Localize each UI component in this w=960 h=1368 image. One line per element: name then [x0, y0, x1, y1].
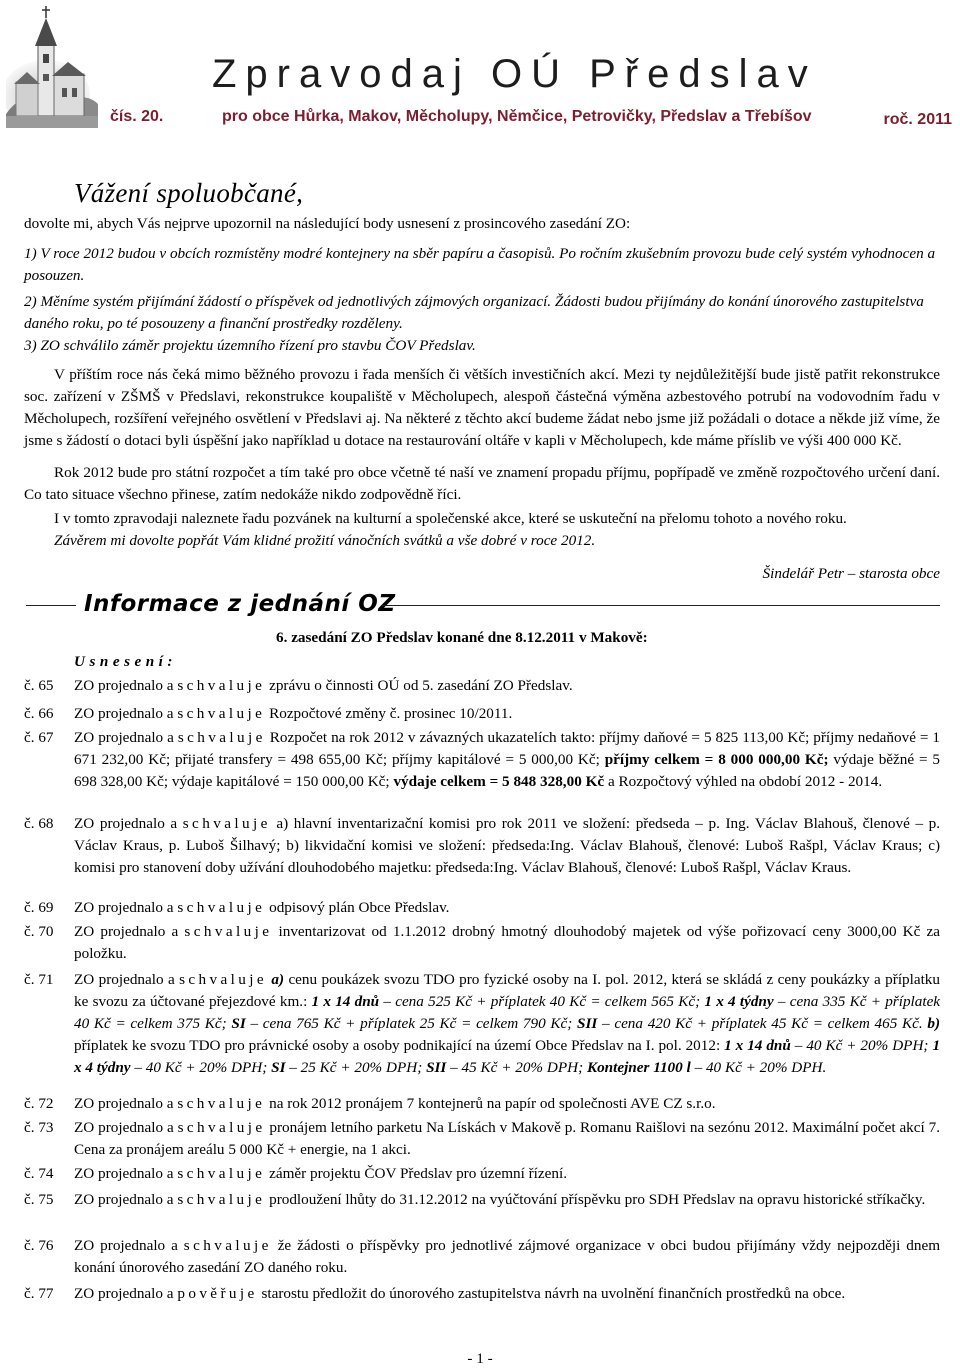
- issue-number: čís. 20.: [110, 108, 164, 125]
- resolution-verb: schvaluje: [177, 677, 266, 694]
- resolution-prefix: ZO projednalo a: [74, 677, 174, 694]
- resolution-text: pronájem letního parketu Na Lískách v Makově p. Romanu Raišlovi na sezónu 2012. Maximální počet akcí 7. Cena za pronájem areálu 5 000 Kč + energie, na 1 akci.: [74, 1119, 940, 1158]
- tdo-intro: cenu poukázek svozu TDO pro fyzické osoby na I. pol. 2012, která se skládá z ceny poukázky a příplatku ke svozu za účtované přejezdové km.:: [74, 971, 940, 1010]
- budget-outlook: a Rozpočtový výhled na období 2012 - 2014.: [607, 773, 883, 790]
- resolution-67: [24, 727, 940, 793]
- resolution-verb: schvaluje: [177, 1165, 266, 1182]
- resolution-prefix: ZO projednalo a: [74, 1119, 174, 1136]
- resolution-text: Rozpočtové změny č. prosinec 10/2011.: [269, 705, 513, 722]
- resolution-text: prodloužení lhůty do 31.12.2012 na vyúčtování příspěvku pro SDH Předslav na opravu historické stříkačky.: [269, 1191, 926, 1208]
- resolution-number: č. 68: [24, 815, 54, 832]
- closing-wishes: Závěrem mi dovolte popřát Vám klidné prožití vánočních svátků a vše dobré v roce 2012.: [54, 532, 596, 549]
- resolution-number: č. 73: [24, 1119, 54, 1136]
- villages-line: pro obce Hůrka, Makov, Měcholupy, Němčice, Petrovičky, Předslav a Třebíšov: [222, 108, 812, 125]
- resolution-prefix: ZO projednalo a: [74, 1237, 178, 1254]
- tdo-term: SI: [231, 1015, 246, 1032]
- resolution-verb: schvaluje: [177, 705, 266, 722]
- signature: Šindelář Petr – starosta obce: [762, 565, 940, 582]
- item-a: a): [271, 971, 285, 988]
- tdo-term: SII: [426, 1059, 447, 1076]
- point-2: 2) Měníme systém přijímání žádostí o příspěvek od jednotlivých zájmových organizací. Žádosti budou přijímány do konání únorového zastupitelstva daného roku, po té posouzeny a finanční prostředky rozděleny.: [24, 293, 924, 332]
- resolution-number: č. 74: [24, 1165, 54, 1182]
- tdo-term: 1 x 4 týdny: [704, 993, 774, 1010]
- tdo-price: – cena 420 Kč + příplatek 45 Kč = celkem 465 Kč.: [602, 1015, 923, 1032]
- budget-income: Rozpočet na rok 2012 v závazných ukazatelích takto: příjmy daňové = 5 825 113,00 Kč; příjmy nedaňové = 1 671 232,00 Kč; přijaté transfery = 498 655,00 Kč; příjmy kapitálové = 5 000,00 Kč;: [74, 729, 941, 768]
- tdo-price: – cena 765 Kč + příplatek 25 Kč = celkem 790 Kč;: [250, 1015, 573, 1032]
- paragraph-budget: Rok 2012 bude pro státní rozpočet a tím také pro obce včetně té naší ve znamení propadu příjmu, popřípadě ve změně rozpočtového určení daní. Co tato situace všechno přinese, zatím nedokáže nikdo zodpovědně říci.: [24, 464, 940, 503]
- resolution-prefix: ZO projednalo a: [74, 1191, 174, 1208]
- resolution-number: č. 70: [24, 923, 54, 940]
- resolution-72: [24, 1093, 940, 1115]
- resolution-text: zprávu o činnosti OÚ od 5. zasedání ZO Předslav.: [269, 677, 573, 694]
- resolution-number: č. 72: [24, 1095, 54, 1112]
- resolution-prefix: ZO projednalo a: [74, 729, 174, 746]
- intro-text: dovolte mi, abych Vás nejprve upozornil na následující body usnesení z prosincového zasedání ZO:: [24, 215, 631, 232]
- greeting-heading: Vážení spoluobčané,: [74, 178, 304, 208]
- paragraph-investments: V příštím roce nás čeká mimo běžného provozu i řada menších či větších investičních akcí. Mezi ty nejdůležitější bude jistě patřit rekonstrukce soc. zařízení v ZŠMŠ v Předslavi, rekonstrukce koupaliště v Měcholupech, alespoň částečná výměna azbestového potrubí na vodovodním řadu v Měcholupech, rozšíření veřejného osvětlení v Předslavi aj. Na některé z těchto akcí budeme žádat nebo jsme již požádali o dotace a někde již víme, že jsme s žádostí o dotaci byli úspěšní jako například u dotace na restaurování oltáře v kapli v Měcholupech, kde máme příslib ve výši 400 000 Kč.: [24, 366, 940, 449]
- tdo-price: – 25 Kč + 20% DPH;: [289, 1059, 423, 1076]
- resolution-71: [24, 969, 940, 1079]
- resolution-number: č. 69: [24, 899, 54, 916]
- point-1: 1) V roce 2012 budou v obcích rozmístěny modré kontejnery na sběr papíru a časopisů. Po ročním zkušebním provozu bude celý systém vyhodnocen a posouzen.: [24, 245, 936, 284]
- tdo-term: SI: [271, 1059, 286, 1076]
- paragraph-invitations: I v tomto zpravodaji naleznete řadu pozvánek na kulturní a společenské akce, které se uskuteční na přelomu tohoto a nového roku.: [54, 510, 847, 527]
- resolution-number: č. 66: [24, 705, 54, 722]
- resolution-number: č. 65: [24, 677, 54, 694]
- budget-expenses-total: výdaje celkem = 5 848 328,00 Kč: [393, 773, 605, 790]
- resolution-prefix: ZO projednalo a: [74, 1095, 174, 1112]
- resolution-prefix: ZO projednalo a: [74, 1285, 174, 1302]
- resolution-verb: schvaluje: [182, 815, 271, 832]
- resolution-text: odpisový plán Obce Předslav.: [269, 899, 450, 916]
- resolution-number: č. 75: [24, 1191, 54, 1208]
- resolution-prefix: ZO projednalo a: [74, 1165, 174, 1182]
- tdo-price: – 40 Kč + 20% DPH;: [794, 1037, 929, 1054]
- section-title: Informace z jednání OZ: [84, 591, 396, 617]
- volume-year: roč. 2011: [883, 111, 952, 128]
- resolution-77: [24, 1283, 940, 1305]
- resolution-verb: schvaluje: [179, 971, 268, 988]
- resolution-75: [24, 1189, 940, 1211]
- budget-expenses: výdaje běžné = 5 698 328,00 Kč; výdaje kapitálové = 150 000,00 Kč;: [74, 751, 940, 790]
- meeting-heading: 6. zasedání ZO Předslav konané dne 8.12.2011 v Makově:: [276, 629, 648, 646]
- tdo-price: – 40 Kč + 20% DPH;: [134, 1059, 268, 1076]
- tdo-price: – cena 335 Kč + příplatek 40 Kč = celkem 375 Kč;: [74, 993, 941, 1032]
- tdo-price: – 45 Kč + 20% DPH;: [450, 1059, 584, 1076]
- tdo-business-intro: příplatek ke svozu TDO pro právnické osoby a osoby podnikající na území Obce Předslav na I. pol. 2012:: [74, 1037, 721, 1054]
- resolution-number: č. 67: [24, 729, 54, 746]
- resolution-66: [24, 703, 940, 725]
- resolution-verb: schvaluje: [177, 1191, 266, 1208]
- resolution-text: záměr projektu ČOV Předslav pro územní řízení.: [269, 1165, 567, 1182]
- tdo-price: – cena 525 Kč + příplatek 40 Kč = celkem 565 Kč;: [383, 993, 701, 1010]
- resolution-number: č. 71: [24, 971, 54, 988]
- resolution-text: a) hlavní inventarizační komisi pro rok 2011 ve složení: předseda – p. Ing. Václav Blahouš, členové – p. Václav Kraus, p. Luboš Šilhavý; b) likvidační komisi ve složení: předseda:Ing. Václav Blahouš, členové: Luboš Rašpl, Václav Kraus; c) komisi pro stanovení doby užívání dlouhodobého majetku: předseda:Ing. Václav Blahouš, členové: Luboš Rašpl, Václav Kraus.: [74, 815, 941, 876]
- resolution-65: [24, 675, 940, 697]
- section-rule-left: [26, 605, 76, 606]
- item-b: b): [927, 1015, 941, 1032]
- resolution-text: že žádosti o příspěvky pro jednotlivé zájmové organizace v obci budou přijímány vždy nejpozději dnem konání únorového zasedání ZO daného roku.: [74, 1237, 941, 1276]
- resolution-prefix: ZO projednalo a: [74, 815, 178, 832]
- section-rule-right: [382, 605, 940, 606]
- resolution-verb: schvaluje: [184, 923, 273, 940]
- resolution-verb: schvaluje: [177, 1119, 266, 1136]
- resolution-69: [24, 897, 940, 919]
- resolution-verb: schvaluje: [177, 729, 266, 746]
- tdo-term: 1 x 14 dnů: [724, 1037, 791, 1054]
- resolution-text: na rok 2012 pronájem 7 kontejnerů na papír od společnosti AVE CZ s.r.o.: [269, 1095, 716, 1112]
- tdo-term: Kontejner 1100 l: [586, 1059, 691, 1076]
- resolution-73: [24, 1117, 940, 1161]
- page-number: - 1 -: [467, 1350, 493, 1367]
- resolution-68: [24, 813, 940, 879]
- resolution-verb: schvaluje: [177, 1095, 266, 1112]
- tdo-term: 1 x 14 dnů: [311, 993, 380, 1010]
- point-3: 3) ZO schválilo záměr projektu územního řízení pro stavbu ČOV Předslav.: [24, 337, 476, 354]
- budget-income-total: příjmy celkem = 8 000 000,00 Kč;: [604, 751, 829, 768]
- resolution-verb: schvaluje: [183, 1237, 272, 1254]
- tdo-term: 1 x 4 týdny: [74, 1037, 941, 1076]
- resolution-prefix: ZO projednalo a: [74, 971, 175, 988]
- resolution-number: č. 77: [24, 1285, 54, 1302]
- resolution-text: starostu předložit do únorového zastupitelstva návrh na uvolnění finančních prostředků na obce.: [261, 1285, 846, 1302]
- resolution-prefix: ZO projednalo a: [74, 705, 174, 722]
- resolution-76: [24, 1235, 940, 1279]
- tdo-price: – 40 Kč + 20% DPH.: [694, 1059, 827, 1076]
- resolution-prefix: ZO projednalo a: [74, 899, 174, 916]
- church-illustration-icon: [6, 4, 98, 128]
- resolutions-label: Usnesení:: [74, 653, 177, 670]
- resolution-verb: pověřuje: [177, 1285, 258, 1302]
- resolution-prefix: ZO projednalo a: [74, 923, 179, 940]
- resolution-number: č. 76: [24, 1237, 54, 1254]
- resolution-text: inventarizovat od 1.1.2012 drobný hmotný dlouhodobý majetek od výše pořizovací ceny 3000,00 Kč za položku.: [74, 923, 941, 962]
- resolution-74: [24, 1163, 940, 1185]
- newsletter-title: Zpravodaj OÚ Předslav: [212, 52, 817, 96]
- resolution-70: [24, 921, 940, 965]
- tdo-term: SII: [577, 1015, 598, 1032]
- resolution-verb: schvaluje: [177, 899, 266, 916]
